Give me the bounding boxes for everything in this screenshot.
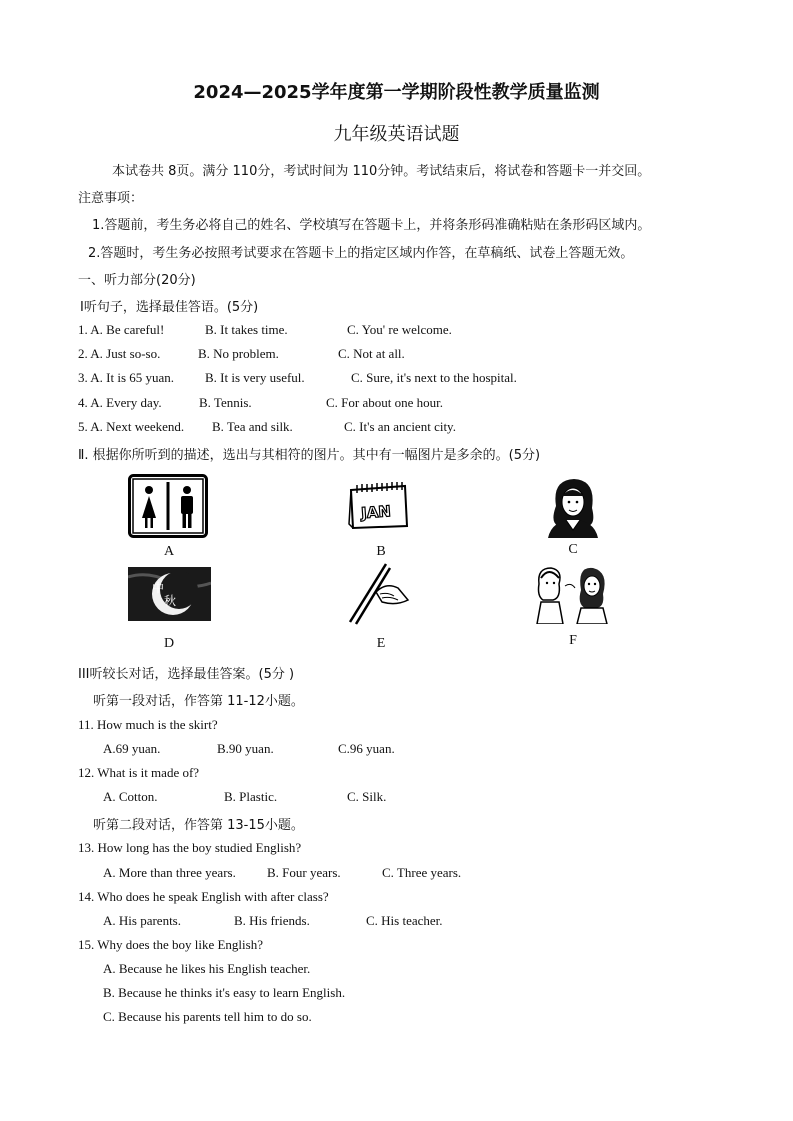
q15-stem: 15. Why does the boy like English? [78, 937, 263, 952]
woman-portrait-icon [544, 476, 602, 538]
dialog2-instruction: 听第二段对话，作答第 13-15小题。 [93, 818, 304, 833]
q13-stem: 13. How long has the boy studied English? [78, 840, 302, 855]
q2-option-a: 2. A. Just so-so. [78, 346, 161, 361]
q3-option-c: C. Sure, it's next to the hospital. [351, 370, 517, 385]
q15-option-b: B. Because he thinks it's easy to learn English. [103, 985, 346, 1000]
q13-option-c: C. Three years. [382, 865, 462, 880]
q4-option-c: C. For about one hour. [326, 395, 443, 410]
q15-option-c: C. Because his parents tell him to do so. [103, 1009, 312, 1024]
section2-heading: Ⅱ. 根据你所听到的描述，选出与其相符的图片。其中有一幅图片是多余的。(5分) [78, 448, 541, 463]
q1-option-b: B. It takes time. [205, 322, 288, 337]
picture-label-e: E [376, 636, 386, 651]
restroom-sign-icon [128, 474, 208, 538]
q13-option-b: B. Four years. [267, 865, 341, 880]
picture-label-b: B [376, 544, 386, 559]
q15-option-a: A. Because he likes his English teacher. [103, 961, 311, 976]
chopsticks-icon [346, 562, 412, 626]
dialog1-instruction: 听第一段对话，作答第 11-12小题。 [93, 694, 304, 709]
q12-stem: 12. What is it made of? [78, 765, 200, 780]
q14-option-a: A. His parents. [103, 913, 181, 928]
q1-option-c: C. You' re welcome. [347, 322, 452, 337]
q3-option-b: B. It is very useful. [205, 370, 305, 385]
moon-char-2: 秋 [164, 594, 177, 608]
q2-option-c: C. Not at all. [338, 346, 405, 361]
q11-stem: 11. How much is the skirt? [78, 717, 218, 732]
note-item-2: 2.答题时，考生务必按照考试要求在答题卡上的指定区域内作答，在草稿纸、试卷上答题无效。 [88, 246, 634, 261]
q1-option-a: 1. A. Be careful! [78, 322, 165, 337]
svg-text:JAN: JAN [360, 502, 392, 523]
moon-char-1: 中 [152, 581, 165, 595]
picture-label-f: F [569, 633, 577, 648]
q2-option-b: B. No problem. [198, 346, 279, 361]
exam-title: 2024—2025学年度第一学期阶段性教学质量监测 [193, 82, 600, 103]
picture-label-c: C [568, 542, 578, 557]
section3-heading: III听较长对话，选择最佳答案。(5分 ) [78, 667, 295, 682]
q14-option-b: B. His friends. [234, 913, 310, 928]
q5-option-a: 5. A. Next weekend. [78, 419, 185, 434]
q12-option-a: A. Cotton. [103, 789, 158, 804]
q11-option-b: B.90 yuan. [217, 741, 274, 756]
q14-option-c: C. His teacher. [366, 913, 443, 928]
picture-label-a: A [163, 544, 175, 559]
part1-heading: 一、听力部分(20分) [78, 273, 196, 288]
q5-option-c: C. It's an ancient city. [344, 419, 456, 434]
exam-subtitle: 九年级英语试题 [333, 124, 460, 145]
section1-heading: Ⅰ听句子，选择最佳答语。(5分) [80, 300, 259, 315]
q4-option-b: B. Tennis. [199, 395, 252, 410]
q3-option-a: 3. A. It is 65 yuan. [78, 370, 175, 385]
q12-option-c: C. Silk. [347, 789, 387, 804]
q11-option-a: A.69 yuan. [103, 741, 161, 756]
q5-option-b: B. Tea and silk. [212, 419, 293, 434]
calendar-jan-icon [345, 480, 411, 532]
q12-option-b: B. Plastic. [224, 789, 278, 804]
mid-autumn-moon-icon [128, 567, 211, 621]
q11-option-c: C.96 yuan. [338, 741, 395, 756]
notes-heading: 注意事项： [78, 191, 144, 206]
q13-option-a: A. More than three years. [103, 865, 236, 880]
picture-label-d: D [163, 636, 175, 651]
intro-text: 本试卷共 8页。满分 110分，考试时间为 110分钟。考试结束后，将试卷和答题卡一并交回。 [112, 164, 651, 179]
two-people-talking-icon [533, 564, 609, 624]
q14-stem: 14. Who does he speak English with after class? [78, 889, 329, 904]
q4-option-a: 4. A. Every day. [78, 395, 162, 410]
note-item-1: 1.答题前，考生务必将自己的姓名、学校填写在答题卡上，并将条形码准确粘贴在条形码区域内。 [92, 218, 651, 233]
